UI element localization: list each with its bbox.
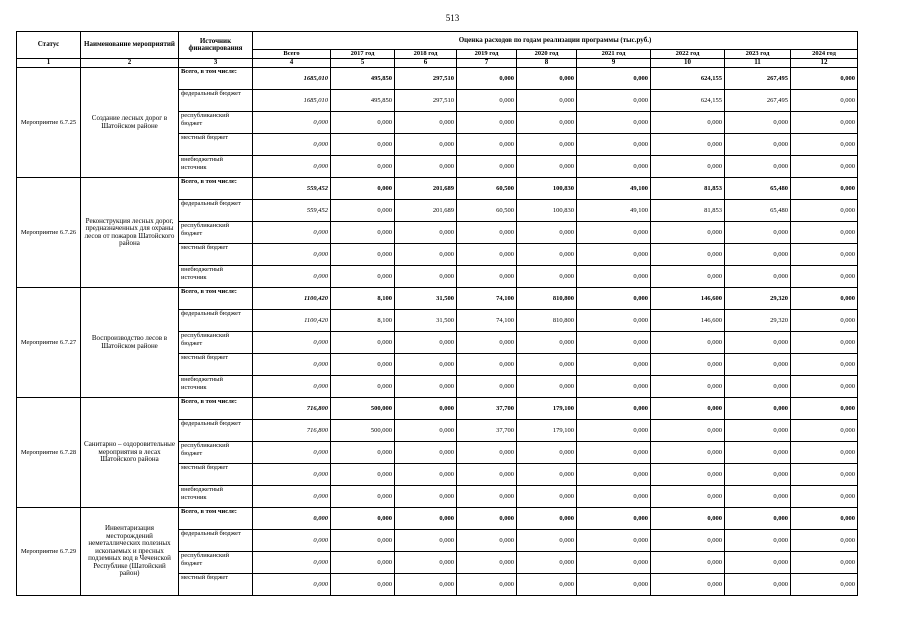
year-value: 0,000 bbox=[577, 266, 651, 288]
year-value: 74,100 bbox=[457, 288, 517, 310]
year-value: 0,000 bbox=[577, 398, 651, 420]
header-total: Всего bbox=[253, 50, 331, 59]
year-value: 0,000 bbox=[517, 134, 577, 156]
year-value: 297,510 bbox=[395, 90, 457, 112]
funding-source: внебюджетный источник bbox=[179, 486, 253, 508]
year-value: 0,000 bbox=[725, 464, 791, 486]
header-source: Источник финансирования bbox=[179, 32, 253, 59]
funding-source: республиканский бюджет bbox=[179, 222, 253, 244]
year-value: 0,000 bbox=[791, 464, 858, 486]
year-value: 0,000 bbox=[577, 134, 651, 156]
year-value: 0,000 bbox=[651, 574, 725, 596]
year-value: 0,000 bbox=[791, 112, 858, 134]
year-value: 0,000 bbox=[791, 574, 858, 596]
year-value: 0,000 bbox=[457, 486, 517, 508]
year-value: 0,000 bbox=[577, 68, 651, 90]
year-value: 0,000 bbox=[791, 222, 858, 244]
year-value: 0,000 bbox=[791, 310, 858, 332]
total-value: 1685,010 bbox=[253, 90, 331, 112]
year-value: 267,495 bbox=[725, 68, 791, 90]
year-value: 0,000 bbox=[651, 376, 725, 398]
funding-source: Всего, в том числе: bbox=[179, 288, 253, 310]
year-value: 0,000 bbox=[457, 464, 517, 486]
year-value: 0,000 bbox=[725, 486, 791, 508]
year-value: 0,000 bbox=[725, 156, 791, 178]
year-value: 624,155 bbox=[651, 90, 725, 112]
year-value: 146,600 bbox=[651, 310, 725, 332]
year-value: 0,000 bbox=[577, 508, 651, 530]
year-value: 0,000 bbox=[791, 288, 858, 310]
funding-source: республиканский бюджет bbox=[179, 552, 253, 574]
year-value: 0,000 bbox=[577, 310, 651, 332]
year-value: 29,320 bbox=[725, 310, 791, 332]
year-value: 65,480 bbox=[725, 200, 791, 222]
total-value: 1100,420 bbox=[253, 310, 331, 332]
year-value: 0,000 bbox=[331, 244, 395, 266]
year-value: 0,000 bbox=[331, 266, 395, 288]
column-number: 2 bbox=[81, 59, 179, 68]
total-value: 0,000 bbox=[253, 530, 331, 552]
total-value: 559,452 bbox=[253, 178, 331, 200]
year-value: 0,000 bbox=[577, 574, 651, 596]
year-value: 0,000 bbox=[457, 354, 517, 376]
year-value: 0,000 bbox=[331, 552, 395, 574]
year-value: 0,000 bbox=[725, 354, 791, 376]
year-value: 0,000 bbox=[517, 156, 577, 178]
year-value: 500,000 bbox=[331, 420, 395, 442]
year-value: 0,000 bbox=[395, 530, 457, 552]
measure-name: Санитарно – оздоровительные мероприятия в лесах Шатойского района bbox=[81, 398, 179, 508]
funding-source: местный бюджет bbox=[179, 244, 253, 266]
funding-source: внебюджетный источник bbox=[179, 376, 253, 398]
year-value: 74,100 bbox=[457, 310, 517, 332]
year-value: 31,500 bbox=[395, 310, 457, 332]
column-number: 8 bbox=[517, 59, 577, 68]
year-value: 0,000 bbox=[651, 420, 725, 442]
table-row bbox=[17, 288, 858, 310]
year-value: 0,000 bbox=[725, 530, 791, 552]
year-value: 0,000 bbox=[651, 244, 725, 266]
year-value: 0,000 bbox=[517, 442, 577, 464]
year-value: 810,800 bbox=[517, 288, 577, 310]
funding-source: местный бюджет bbox=[179, 354, 253, 376]
column-number: 1 bbox=[17, 59, 81, 68]
year-value: 0,000 bbox=[517, 574, 577, 596]
measure-status: Мероприятие 6.7.28 bbox=[17, 398, 81, 508]
year-value: 0,000 bbox=[331, 486, 395, 508]
year-value: 0,000 bbox=[651, 398, 725, 420]
year-value: 0,000 bbox=[577, 112, 651, 134]
total-value: 716,800 bbox=[253, 420, 331, 442]
year-value: 0,000 bbox=[791, 134, 858, 156]
year-value: 0,000 bbox=[331, 442, 395, 464]
total-value: 0,000 bbox=[253, 134, 331, 156]
year-value: 0,000 bbox=[577, 156, 651, 178]
year-value: 0,000 bbox=[395, 442, 457, 464]
header-year: 2018 год bbox=[395, 50, 457, 59]
funding-source: местный бюджет bbox=[179, 134, 253, 156]
year-value: 0,000 bbox=[517, 354, 577, 376]
year-value: 0,000 bbox=[395, 420, 457, 442]
year-value: 0,000 bbox=[395, 156, 457, 178]
total-value: 0,000 bbox=[253, 552, 331, 574]
year-value: 0,000 bbox=[577, 332, 651, 354]
year-value: 0,000 bbox=[395, 354, 457, 376]
year-value: 0,000 bbox=[577, 244, 651, 266]
year-value: 0,000 bbox=[517, 68, 577, 90]
total-value: 0,000 bbox=[253, 112, 331, 134]
year-value: 495,850 bbox=[331, 68, 395, 90]
year-value: 0,000 bbox=[577, 530, 651, 552]
measure-status: Мероприятие 6.7.26 bbox=[17, 178, 81, 288]
year-value: 0,000 bbox=[791, 508, 858, 530]
year-value: 201,689 bbox=[395, 178, 457, 200]
year-value: 0,000 bbox=[331, 134, 395, 156]
total-value: 0,000 bbox=[253, 354, 331, 376]
year-value: 0,000 bbox=[725, 134, 791, 156]
year-value: 81,853 bbox=[651, 178, 725, 200]
header-status: Статус bbox=[17, 32, 81, 59]
measure-name: Воспроизводство лесов в Шатойском районе bbox=[81, 288, 179, 398]
table-row bbox=[17, 398, 858, 420]
year-value: 0,000 bbox=[651, 442, 725, 464]
year-value: 0,000 bbox=[457, 90, 517, 112]
year-value: 0,000 bbox=[395, 332, 457, 354]
year-value: 0,000 bbox=[457, 134, 517, 156]
year-value: 0,000 bbox=[791, 244, 858, 266]
year-value: 31,500 bbox=[395, 288, 457, 310]
year-value: 0,000 bbox=[457, 332, 517, 354]
year-value: 0,000 bbox=[725, 222, 791, 244]
measure-name: Инвентаризация месторождений неметаллических полезных ископаемых и пресных подземных вод в Чеченской Республике (Шатойский район) bbox=[81, 508, 179, 596]
funding-source: федеральный бюджет bbox=[179, 200, 253, 222]
year-value: 0,000 bbox=[331, 112, 395, 134]
header-year: 2024 год bbox=[791, 50, 858, 59]
year-value: 0,000 bbox=[331, 222, 395, 244]
total-value: 0,000 bbox=[253, 376, 331, 398]
header-estimate: Оценка расходов по годам реализации программы (тыс.руб.) bbox=[253, 32, 858, 50]
year-value: 0,000 bbox=[577, 464, 651, 486]
year-value: 0,000 bbox=[791, 398, 858, 420]
year-value: 0,000 bbox=[517, 112, 577, 134]
year-value: 0,000 bbox=[725, 112, 791, 134]
year-value: 0,000 bbox=[725, 376, 791, 398]
year-value: 0,000 bbox=[517, 244, 577, 266]
year-value: 0,000 bbox=[517, 222, 577, 244]
column-number: 10 bbox=[651, 59, 725, 68]
header-year: 2020 год bbox=[517, 50, 577, 59]
year-value: 0,000 bbox=[457, 442, 517, 464]
funding-source: Всего, в том числе: bbox=[179, 508, 253, 530]
funding-source: Всего, в том числе: bbox=[179, 178, 253, 200]
funding-source: местный бюджет bbox=[179, 464, 253, 486]
year-value: 0,000 bbox=[395, 398, 457, 420]
year-value: 267,495 bbox=[725, 90, 791, 112]
column-number: 4 bbox=[253, 59, 331, 68]
year-value: 0,000 bbox=[725, 574, 791, 596]
year-value: 8,100 bbox=[331, 310, 395, 332]
total-value: 0,000 bbox=[253, 244, 331, 266]
year-value: 0,000 bbox=[651, 134, 725, 156]
year-value: 60,500 bbox=[457, 200, 517, 222]
year-value: 0,000 bbox=[577, 90, 651, 112]
year-value: 0,000 bbox=[791, 156, 858, 178]
year-value: 0,000 bbox=[651, 486, 725, 508]
year-value: 0,000 bbox=[791, 530, 858, 552]
year-value: 8,100 bbox=[331, 288, 395, 310]
budget-table bbox=[16, 31, 858, 596]
total-value: 0,000 bbox=[253, 508, 331, 530]
column-number: 9 bbox=[577, 59, 651, 68]
year-value: 0,000 bbox=[577, 420, 651, 442]
year-value: 0,000 bbox=[331, 376, 395, 398]
year-value: 0,000 bbox=[651, 508, 725, 530]
year-value: 0,000 bbox=[725, 442, 791, 464]
year-value: 0,000 bbox=[395, 222, 457, 244]
year-value: 0,000 bbox=[457, 222, 517, 244]
year-value: 0,000 bbox=[791, 200, 858, 222]
year-value: 0,000 bbox=[791, 332, 858, 354]
year-value: 0,000 bbox=[577, 288, 651, 310]
year-value: 0,000 bbox=[331, 200, 395, 222]
funding-source: местный бюджет bbox=[179, 574, 253, 596]
funding-source: федеральный бюджет bbox=[179, 420, 253, 442]
year-value: 0,000 bbox=[517, 266, 577, 288]
year-value: 0,000 bbox=[577, 376, 651, 398]
funding-source: внебюджетный источник bbox=[179, 156, 253, 178]
year-value: 0,000 bbox=[331, 354, 395, 376]
year-value: 0,000 bbox=[577, 354, 651, 376]
year-value: 65,480 bbox=[725, 178, 791, 200]
table-row bbox=[17, 508, 858, 530]
funding-source: федеральный бюджет bbox=[179, 530, 253, 552]
year-value: 495,850 bbox=[331, 90, 395, 112]
year-value: 810,800 bbox=[517, 310, 577, 332]
year-value: 0,000 bbox=[791, 552, 858, 574]
column-number: 12 bbox=[791, 59, 858, 68]
year-value: 0,000 bbox=[331, 332, 395, 354]
year-value: 0,000 bbox=[577, 552, 651, 574]
header-year: 2022 год bbox=[651, 50, 725, 59]
year-value: 0,000 bbox=[517, 332, 577, 354]
total-value: 1100,420 bbox=[253, 288, 331, 310]
year-value: 0,000 bbox=[791, 266, 858, 288]
year-value: 0,000 bbox=[651, 332, 725, 354]
year-value: 0,000 bbox=[331, 178, 395, 200]
year-value: 0,000 bbox=[517, 530, 577, 552]
header-year: 2019 год bbox=[457, 50, 517, 59]
total-value: 1685,010 bbox=[253, 68, 331, 90]
header-year: 2021 год bbox=[577, 50, 651, 59]
year-value: 0,000 bbox=[331, 574, 395, 596]
total-value: 716,800 bbox=[253, 398, 331, 420]
year-value: 0,000 bbox=[517, 508, 577, 530]
header-year: 2023 год bbox=[725, 50, 791, 59]
total-value: 559,452 bbox=[253, 200, 331, 222]
year-value: 100,830 bbox=[517, 178, 577, 200]
column-number: 3 bbox=[179, 59, 253, 68]
year-value: 49,100 bbox=[577, 178, 651, 200]
year-value: 0,000 bbox=[651, 266, 725, 288]
funding-source: Всего, в том числе: bbox=[179, 68, 253, 90]
year-value: 0,000 bbox=[791, 90, 858, 112]
year-value: 0,000 bbox=[651, 464, 725, 486]
year-value: 0,000 bbox=[791, 68, 858, 90]
year-value: 0,000 bbox=[577, 486, 651, 508]
year-value: 0,000 bbox=[331, 464, 395, 486]
year-value: 500,000 bbox=[331, 398, 395, 420]
year-value: 0,000 bbox=[457, 574, 517, 596]
year-value: 0,000 bbox=[791, 354, 858, 376]
total-value: 0,000 bbox=[253, 332, 331, 354]
year-value: 0,000 bbox=[517, 376, 577, 398]
page-number: 513 bbox=[445, 13, 460, 23]
year-value: 0,000 bbox=[651, 552, 725, 574]
year-value: 297,510 bbox=[395, 68, 457, 90]
year-value: 100,830 bbox=[517, 200, 577, 222]
year-value: 0,000 bbox=[651, 354, 725, 376]
year-value: 0,000 bbox=[457, 376, 517, 398]
year-value: 81,853 bbox=[651, 200, 725, 222]
measure-status: Мероприятие 6.7.27 bbox=[17, 288, 81, 398]
measure-name: Реконструкция лесных дорог, предназначенных для охраны лесов от пожаров Шатойского района bbox=[81, 178, 179, 288]
year-value: 0,000 bbox=[331, 156, 395, 178]
total-value: 0,000 bbox=[253, 442, 331, 464]
year-value: 0,000 bbox=[395, 486, 457, 508]
year-value: 0,000 bbox=[395, 112, 457, 134]
year-value: 146,600 bbox=[651, 288, 725, 310]
year-value: 0,000 bbox=[457, 112, 517, 134]
column-number: 6 bbox=[395, 59, 457, 68]
year-value: 201,689 bbox=[395, 200, 457, 222]
column-number: 11 bbox=[725, 59, 791, 68]
year-value: 0,000 bbox=[395, 464, 457, 486]
year-value: 0,000 bbox=[395, 552, 457, 574]
year-value: 37,700 bbox=[457, 420, 517, 442]
year-value: 0,000 bbox=[791, 442, 858, 464]
year-value: 0,000 bbox=[395, 266, 457, 288]
year-value: 0,000 bbox=[457, 244, 517, 266]
year-value: 0,000 bbox=[651, 112, 725, 134]
measure-status: Мероприятие 6.7.29 bbox=[17, 508, 81, 596]
year-value: 0,000 bbox=[791, 420, 858, 442]
funding-source: Всего, в том числе: bbox=[179, 398, 253, 420]
year-value: 0,000 bbox=[331, 508, 395, 530]
year-value: 0,000 bbox=[725, 552, 791, 574]
total-value: 0,000 bbox=[253, 156, 331, 178]
year-value: 0,000 bbox=[517, 552, 577, 574]
measure-name: Создание лесных дорог в Шатойском районе bbox=[81, 68, 179, 178]
year-value: 37,700 bbox=[457, 398, 517, 420]
funding-source: федеральный бюджет bbox=[179, 90, 253, 112]
year-value: 0,000 bbox=[517, 464, 577, 486]
year-value: 0,000 bbox=[517, 486, 577, 508]
year-value: 60,500 bbox=[457, 178, 517, 200]
year-value: 0,000 bbox=[577, 442, 651, 464]
year-value: 0,000 bbox=[791, 376, 858, 398]
year-value: 0,000 bbox=[651, 222, 725, 244]
year-value: 0,000 bbox=[791, 486, 858, 508]
year-value: 0,000 bbox=[517, 90, 577, 112]
total-value: 0,000 bbox=[253, 464, 331, 486]
year-value: 0,000 bbox=[331, 530, 395, 552]
year-value: 0,000 bbox=[725, 508, 791, 530]
table-row bbox=[17, 178, 858, 200]
year-value: 0,000 bbox=[457, 156, 517, 178]
funding-source: республиканский бюджет bbox=[179, 332, 253, 354]
year-value: 0,000 bbox=[651, 530, 725, 552]
column-number: 5 bbox=[331, 59, 395, 68]
year-value: 0,000 bbox=[725, 332, 791, 354]
year-value: 0,000 bbox=[395, 376, 457, 398]
total-value: 0,000 bbox=[253, 574, 331, 596]
year-value: 0,000 bbox=[457, 508, 517, 530]
funding-source: республиканский бюджет bbox=[179, 442, 253, 464]
year-value: 0,000 bbox=[457, 552, 517, 574]
column-number: 7 bbox=[457, 59, 517, 68]
year-value: 0,000 bbox=[725, 420, 791, 442]
total-value: 0,000 bbox=[253, 266, 331, 288]
year-value: 0,000 bbox=[395, 574, 457, 596]
year-value: 0,000 bbox=[395, 134, 457, 156]
measure-status: Мероприятие 6.7.25 bbox=[17, 68, 81, 178]
year-value: 0,000 bbox=[725, 266, 791, 288]
funding-source: федеральный бюджет bbox=[179, 310, 253, 332]
year-value: 0,000 bbox=[395, 244, 457, 266]
year-value: 624,155 bbox=[651, 68, 725, 90]
year-value: 0,000 bbox=[651, 156, 725, 178]
header-year: 2017 год bbox=[331, 50, 395, 59]
table-row bbox=[17, 68, 858, 90]
year-value: 0,000 bbox=[457, 266, 517, 288]
year-value: 0,000 bbox=[395, 508, 457, 530]
year-value: 0,000 bbox=[457, 68, 517, 90]
year-value: 0,000 bbox=[725, 244, 791, 266]
year-value: 0,000 bbox=[725, 398, 791, 420]
funding-source: внебюджетный источник bbox=[179, 266, 253, 288]
total-value: 0,000 bbox=[253, 486, 331, 508]
year-value: 179,100 bbox=[517, 420, 577, 442]
total-value: 0,000 bbox=[253, 222, 331, 244]
year-value: 0,000 bbox=[577, 222, 651, 244]
header-name: Наименование мероприятий bbox=[81, 32, 179, 59]
funding-source: республиканский бюджет bbox=[179, 112, 253, 134]
year-value: 0,000 bbox=[457, 530, 517, 552]
year-value: 29,320 bbox=[725, 288, 791, 310]
year-value: 0,000 bbox=[791, 178, 858, 200]
year-value: 49,100 bbox=[577, 200, 651, 222]
year-value: 179,100 bbox=[517, 398, 577, 420]
